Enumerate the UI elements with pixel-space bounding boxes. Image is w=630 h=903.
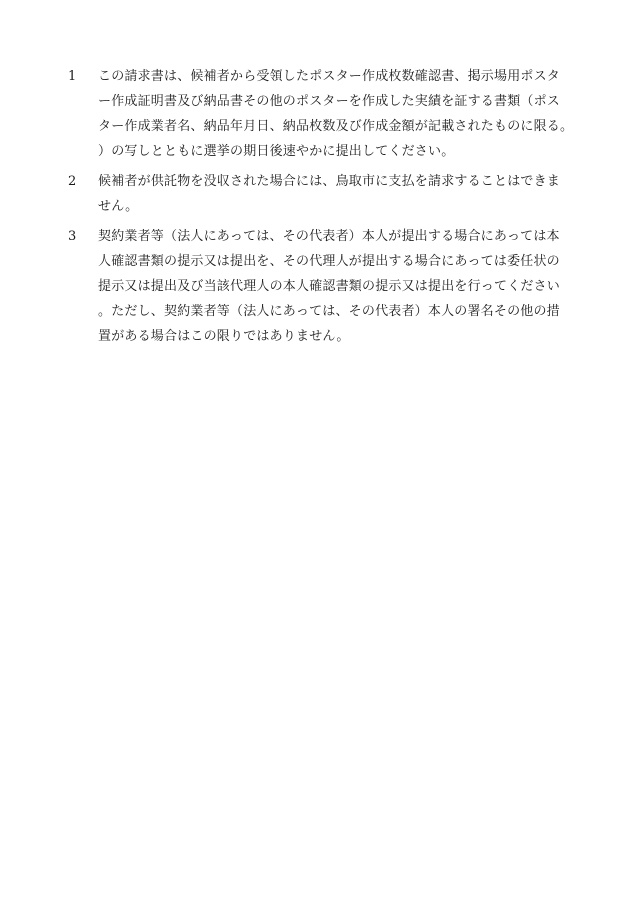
note-number: 2	[68, 174, 77, 189]
note-number: 1	[68, 69, 77, 84]
note-item-1	[68, 64, 568, 164]
note-text: 候補者が供託物を没収された場合には、鳥取市に支払を請求することはできません。	[98, 174, 561, 214]
note-number: 3	[68, 229, 77, 244]
note-item-3	[68, 224, 568, 349]
note-item-2	[68, 169, 568, 219]
note-text: 契約業者等（法人にあっては、その代表者）本人が提出する場合にあっては本人確認書類の提示又は提出を、その代理人が提出する場合にあっては委任状の提示又は提出及び当該代理人の本人確認書類の提示又は提出を行ってください。ただし、契約業者等（法人にあっては、その代表者）本人の署名その他の措置がある場合はこの限りではありません。	[98, 229, 561, 344]
note-text: この請求書は、候補者から受領したポスター作成枚数確認書、掲示場用ポスター作成証明書及び納品書その他のポスターを作成した実績を証する書類（ポスター作成業者名、納品年月日、納品枚数及び作成金額が記載されたものに限る。）の写しとともに選挙の期日後速やかに提出してください。	[98, 69, 567, 159]
notes-list	[68, 64, 568, 354]
